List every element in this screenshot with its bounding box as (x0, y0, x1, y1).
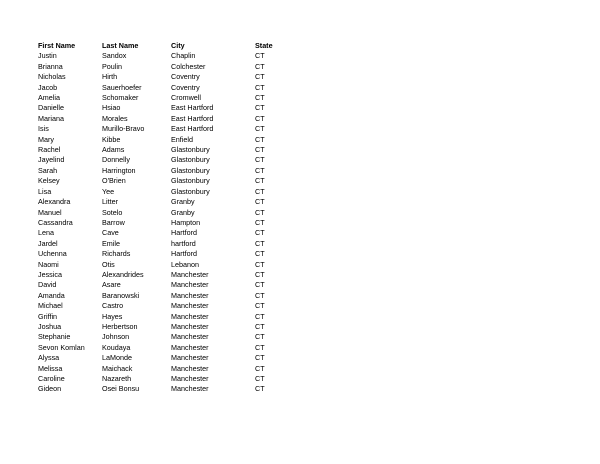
table-row (38, 72, 285, 82)
cell-last-name: Hirth (102, 72, 118, 82)
cell-state: CT (255, 103, 265, 113)
cell-state: CT (255, 134, 265, 144)
cell-first-name: Melissa (38, 363, 63, 373)
table-row (38, 124, 285, 134)
cell-first-name: Mariana (38, 113, 64, 123)
cell-state: CT (255, 342, 265, 352)
cell-first-name: Justin (38, 51, 57, 61)
cell-first-name: Gideon (38, 384, 62, 394)
cell-first-name: Danielle (38, 103, 64, 113)
cell-last-name: Donnelly (102, 155, 130, 165)
table-row (38, 135, 285, 145)
cell-city: Manchester (171, 290, 209, 300)
cell-first-name: Mary (38, 134, 54, 144)
cell-city: Manchester (171, 332, 209, 342)
cell-city: Manchester (171, 384, 209, 394)
table-row (38, 384, 285, 394)
table-row (38, 228, 285, 238)
cell-first-name: Cassandra (38, 217, 73, 227)
cell-city: East Hartford (171, 124, 214, 134)
cell-last-name: Johnson (102, 332, 130, 342)
cell-city: East Hartford (171, 103, 214, 113)
cell-state: CT (255, 269, 265, 279)
cell-first-name: Manuel (38, 207, 62, 217)
cell-last-name: Otis (102, 259, 115, 269)
cell-last-name: Hsiao (102, 103, 121, 113)
cell-first-name: Stephanie (38, 332, 71, 342)
cell-first-name: Uchenna (38, 249, 67, 259)
table-row (38, 270, 285, 280)
cell-city: Manchester (171, 301, 209, 311)
cell-city: Manchester (171, 374, 209, 383)
cell-last-name: Adams (102, 145, 125, 155)
cell-first-name: Isis (38, 124, 49, 134)
cell-last-name: Herbertson (102, 321, 138, 331)
cell-city: Glastonbury (171, 186, 210, 196)
table-row (38, 83, 285, 93)
cell-state: CT (255, 155, 265, 165)
cell-state: CT (255, 301, 265, 311)
table-row (38, 208, 285, 218)
cell-city: Manchester (171, 311, 209, 321)
cell-state: CT (255, 321, 265, 331)
table-row (38, 176, 285, 186)
table-row (38, 103, 285, 113)
cell-state: CT (255, 51, 265, 61)
table-row (38, 353, 285, 363)
cell-last-name: Schomaker (102, 93, 139, 103)
cell-last-name: Richards (102, 249, 131, 259)
cell-last-name: Poulin (102, 61, 122, 71)
cell-state: CT (255, 186, 265, 196)
cell-city: Glastonbury (171, 155, 210, 165)
table-row (38, 155, 285, 165)
table-row (38, 249, 285, 259)
cell-first-name: David (38, 280, 57, 290)
cell-state: CT (255, 207, 265, 217)
cell-last-name: Kibbe (102, 134, 121, 144)
cell-city: East Hartford (171, 113, 214, 123)
cell-last-name: Sauerhoefer (102, 82, 142, 92)
cell-city: Hampton (171, 217, 201, 227)
cell-state: CT (255, 165, 265, 175)
cell-city: Cromwell (171, 93, 201, 103)
table-row (38, 260, 285, 270)
roster-body (38, 51, 285, 394)
cell-last-name: Litter (102, 197, 118, 207)
cell-state: CT (255, 145, 265, 155)
cell-state: CT (255, 384, 265, 394)
table-row (38, 280, 285, 290)
cell-first-name: Jardel (38, 238, 58, 248)
table-row (38, 62, 285, 72)
cell-city: Hartford (171, 228, 197, 238)
cell-last-name: Maichack (102, 363, 133, 373)
cell-state: CT (255, 311, 265, 321)
cell-city: Manchester (171, 269, 209, 279)
cell-last-name: Emile (102, 238, 120, 248)
cell-state: CT (255, 238, 265, 248)
table-row (38, 332, 285, 342)
cell-first-name: Jayelind (38, 155, 65, 165)
cell-last-name: Koudaya (102, 342, 131, 352)
table-row (38, 114, 285, 124)
cell-city: Glastonbury (171, 145, 210, 155)
cell-state: CT (255, 228, 265, 238)
cell-state: CT (255, 82, 265, 92)
cell-last-name: Osei Bonsu (102, 384, 140, 394)
table-row (38, 291, 285, 301)
cell-last-name: Sotelo (102, 207, 123, 217)
cell-first-name: Sarah (38, 165, 58, 175)
cell-last-name: Harrington (102, 165, 136, 175)
cell-city: Enfield (171, 134, 193, 144)
cell-state: CT (255, 217, 265, 227)
cell-first-name: Alyssa (38, 353, 60, 363)
table-row (38, 374, 285, 384)
cell-first-name: Joshua (38, 321, 62, 331)
table-row (38, 301, 285, 311)
cell-city: hartford (171, 238, 196, 248)
cell-city: Coventry (171, 82, 200, 92)
cell-last-name: O'Brien (102, 176, 126, 186)
header-city: City (171, 41, 185, 50)
header-last-name: Last Name (102, 41, 139, 50)
cell-city: Glastonbury (171, 165, 210, 175)
cell-first-name: Nicholas (38, 72, 66, 82)
cell-state: CT (255, 197, 265, 207)
cell-city: Coventry (171, 72, 200, 82)
cell-state: CT (255, 280, 265, 290)
cell-first-name: Michael (38, 301, 63, 311)
cell-city: Manchester (171, 321, 209, 331)
cell-first-name: Sevon Komlan (38, 342, 85, 352)
cell-state: CT (255, 124, 265, 134)
cell-first-name: Caroline (38, 374, 65, 383)
cell-first-name: Kelsey (38, 176, 60, 186)
cell-city: Glastonbury (171, 176, 210, 186)
cell-first-name: Rachel (38, 145, 61, 155)
cell-last-name: Asare (102, 280, 121, 290)
cell-first-name: Naomi (38, 259, 59, 269)
cell-city: Manchester (171, 363, 209, 373)
cell-state: CT (255, 72, 265, 82)
cell-city: Chaplin (171, 51, 196, 61)
cell-first-name: Alexandra (38, 197, 71, 207)
cell-city: Hartford (171, 249, 197, 259)
cell-last-name: Morales (102, 113, 128, 123)
cell-city: Lebanon (171, 259, 199, 269)
table-row (38, 312, 285, 322)
cell-city: Manchester (171, 353, 209, 363)
cell-first-name: Lisa (38, 186, 52, 196)
cell-city: Granby (171, 197, 195, 207)
table-row (38, 364, 285, 374)
cell-state: CT (255, 353, 265, 363)
cell-last-name: Barrow (102, 217, 125, 227)
header-state: State (255, 41, 273, 50)
cell-last-name: Hayes (102, 311, 123, 321)
table-row (38, 145, 285, 155)
table-row (38, 51, 285, 61)
table-row (38, 218, 285, 228)
cell-state: CT (255, 259, 265, 269)
cell-last-name: LaMonde (102, 353, 132, 363)
cell-last-name: Cave (102, 228, 119, 238)
table-row (38, 93, 285, 103)
cell-state: CT (255, 61, 265, 71)
table-row (38, 239, 285, 249)
cell-state: CT (255, 332, 265, 342)
cell-state: CT (255, 176, 265, 186)
cell-first-name: Amanda (38, 290, 65, 300)
cell-last-name: Castro (102, 301, 124, 311)
cell-last-name: Sandox (102, 51, 127, 61)
table-row (38, 187, 285, 197)
cell-first-name: Brianna (38, 61, 63, 71)
table-row (38, 197, 285, 207)
table-row (38, 166, 285, 176)
cell-last-name: Alexandrides (102, 269, 144, 279)
cell-city: Manchester (171, 342, 209, 352)
cell-city: Granby (171, 207, 195, 217)
cell-last-name: Yee (102, 186, 115, 196)
header-first-name: First Name (38, 41, 76, 50)
table-row (38, 322, 285, 332)
cell-state: CT (255, 363, 265, 373)
cell-first-name: Amelia (38, 93, 60, 103)
cell-first-name: Lena (38, 228, 54, 238)
cell-last-name: Baranowski (102, 290, 140, 300)
cell-first-name: Griffin (38, 311, 58, 321)
table-row (38, 343, 285, 353)
roster-table (38, 41, 285, 395)
header-row (38, 41, 285, 51)
cell-city: Manchester (171, 280, 209, 290)
cell-state: CT (255, 249, 265, 259)
cell-state: CT (255, 374, 265, 383)
cell-state: CT (255, 93, 265, 103)
cell-state: CT (255, 290, 265, 300)
cell-first-name: Jacob (38, 82, 58, 92)
cell-state: CT (255, 113, 265, 123)
cell-city: Colchester (171, 61, 206, 71)
cell-last-name: Nazareth (102, 374, 132, 383)
cell-last-name: Murillo-Bravo (102, 124, 145, 134)
cell-first-name: Jessica (38, 269, 62, 279)
